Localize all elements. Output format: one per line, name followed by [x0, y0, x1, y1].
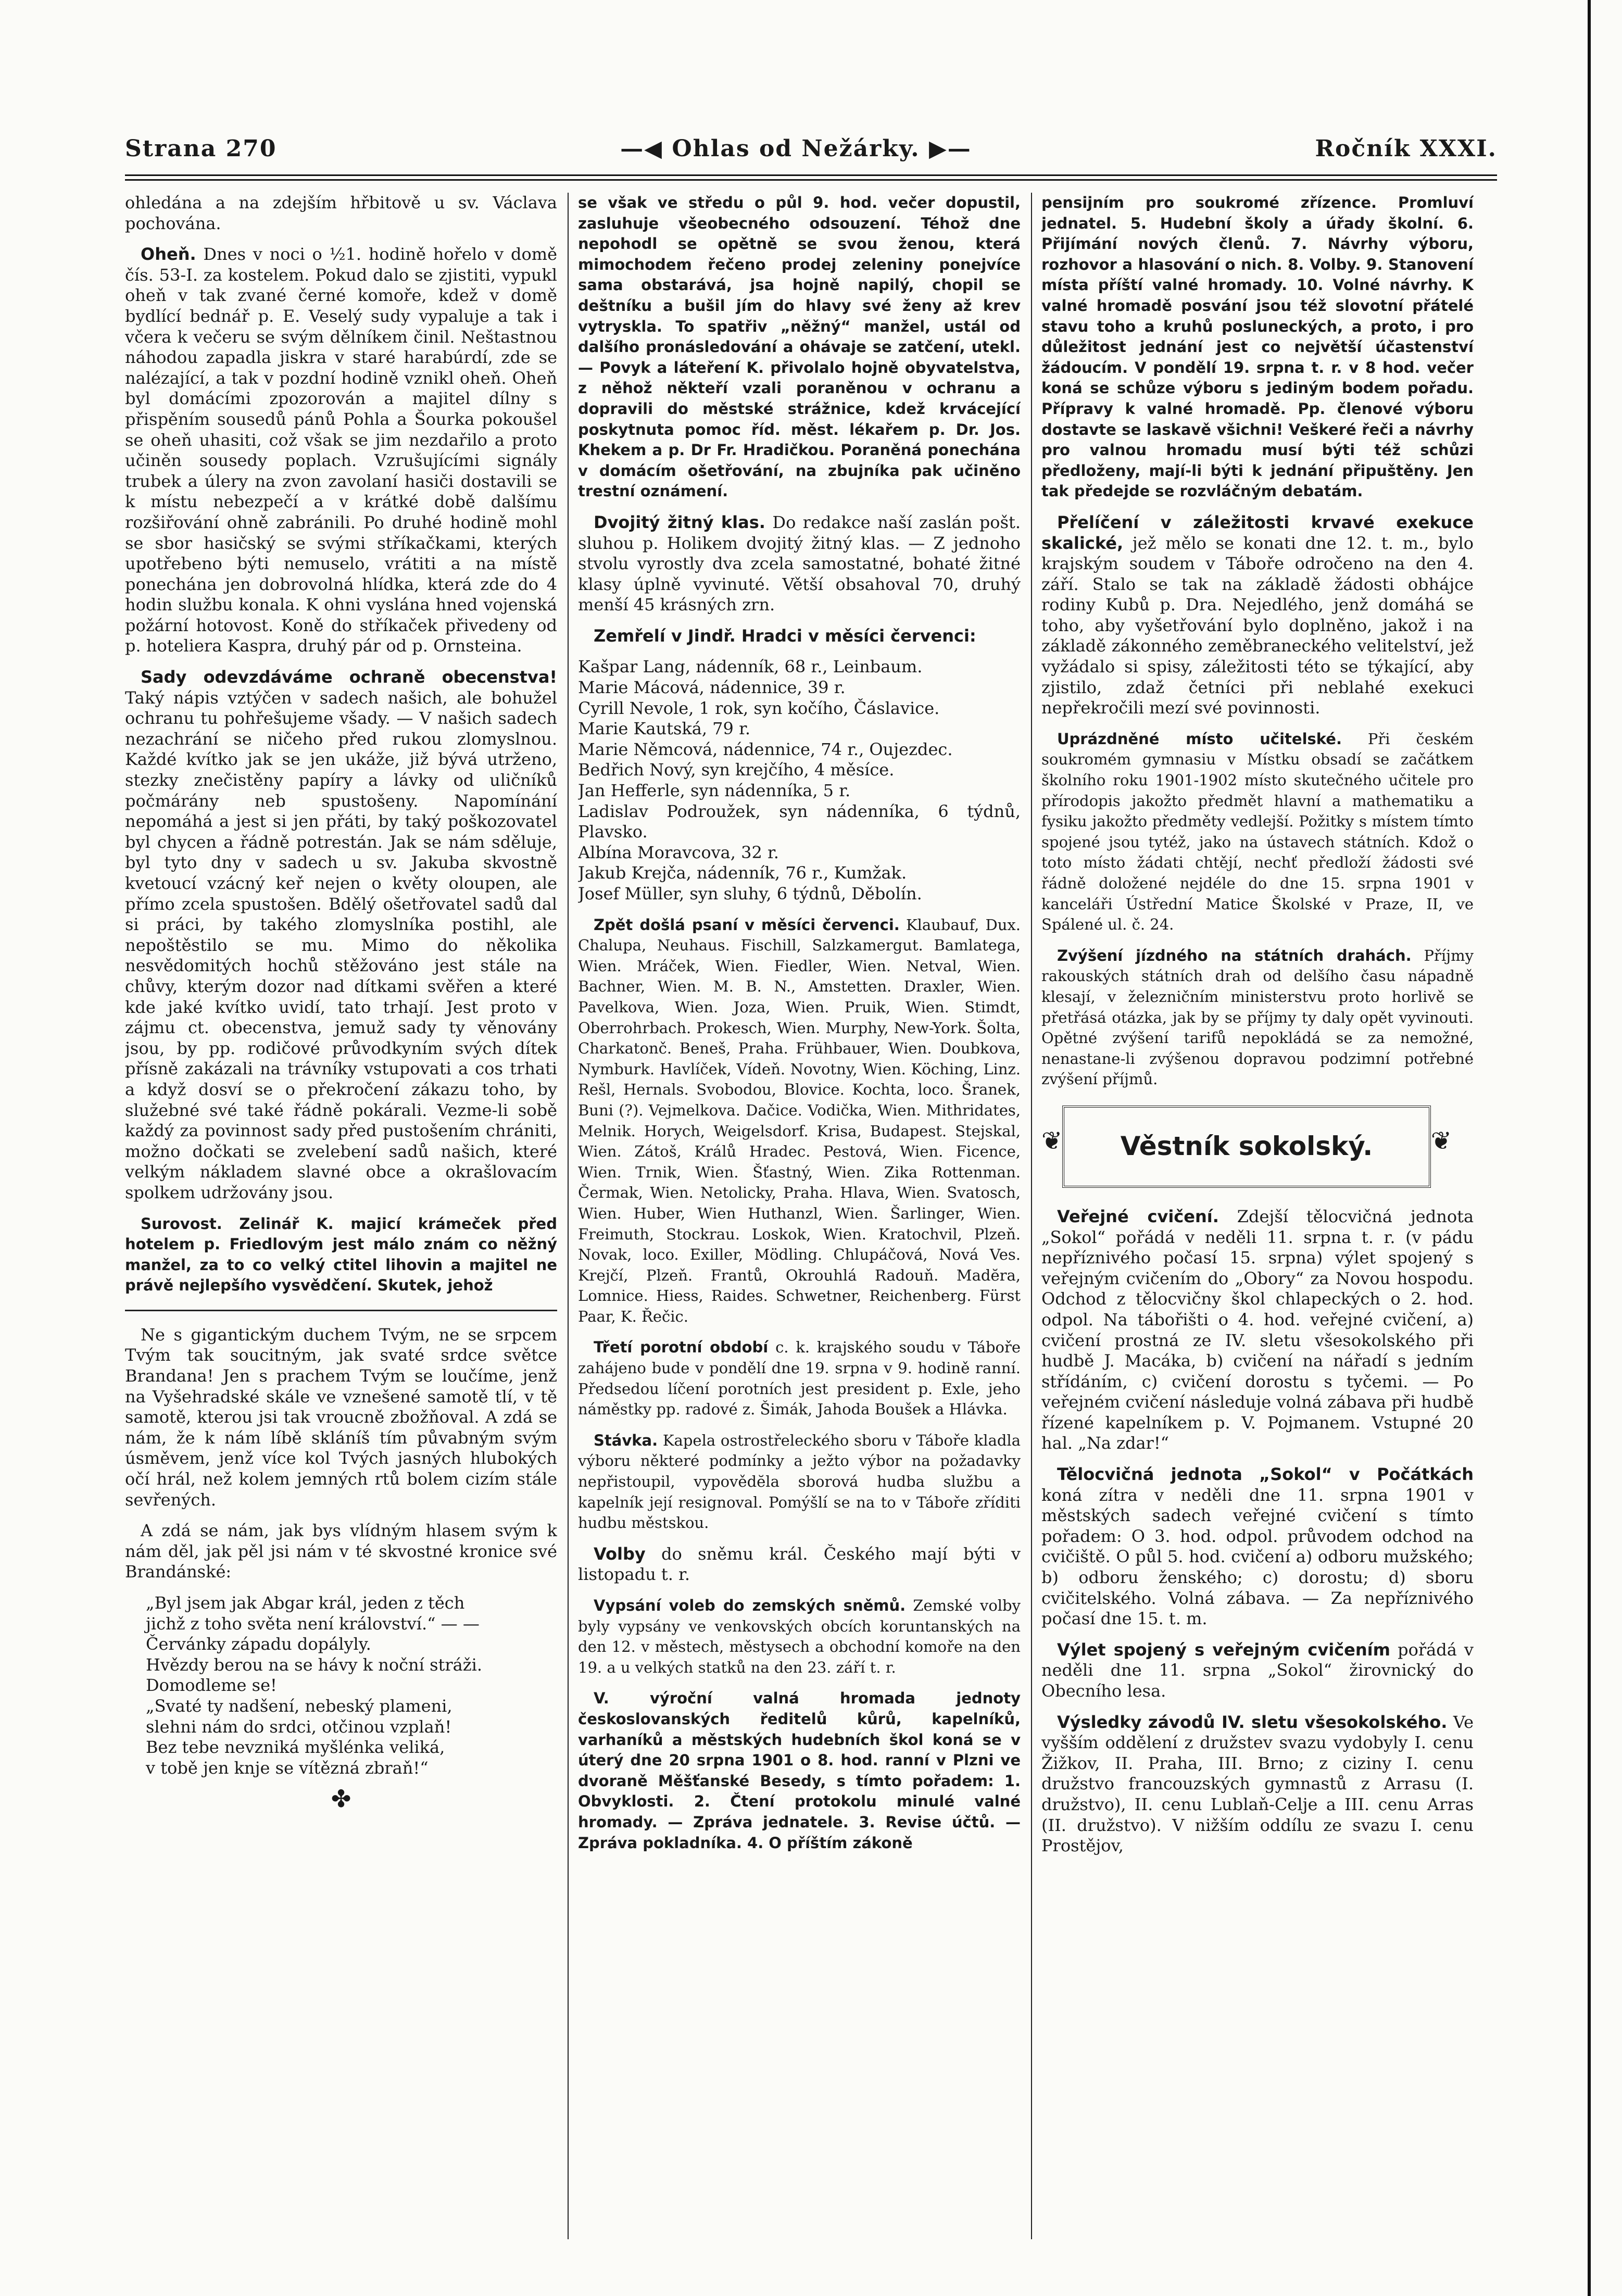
newspaper-name: Ohlas od Nežárky.	[672, 135, 920, 162]
article-zemske-volby	[578, 1596, 1021, 1678]
article-results	[1041, 1712, 1474, 1856]
ornament-icon: ✤	[331, 1785, 351, 1813]
article-teacher	[1041, 729, 1474, 935]
poem-line: „Byl jsem jak Abgar král, jeden z těch	[146, 1593, 465, 1613]
column-divider-2	[1031, 193, 1032, 2239]
article-heading: Výlet spojený s veřejným cvičením	[1057, 1639, 1390, 1660]
article-public-exercise	[1041, 1207, 1474, 1454]
article-rye	[578, 512, 1021, 616]
article-heading: Zvýšení jízdného na státních drahách.	[1057, 946, 1412, 964]
article-surovost	[125, 1214, 557, 1296]
article-heading: Dvojitý žitný klas.	[594, 512, 765, 532]
article-heading: Vypsání voleb do zemských sněmů.	[594, 1597, 906, 1614]
article-annual-meeting	[578, 1688, 1021, 1853]
article-trip	[1041, 1640, 1474, 1702]
feuilleton-paragraph: A zdá se nám, jak bys vlídným hlasem svým k nám děl, jak pěl jsi nám v té skvostné kronice své Brandánské:	[125, 1521, 557, 1582]
poem-line: Bez tebe nevzniká myšlénka veliká,	[146, 1737, 445, 1758]
article-heading: Zpět došlá psaní v měsíci červenci.	[594, 915, 900, 934]
article-continuation: pensijním pro soukromé zřízence. Promluví jednatel. 5. Hudební školy a úřady školní. 6. Přijímání nových členů. 7. Návrhy výboru, rozhovor a hlasování o nich. 8. Volby. 9. Stanovení místa příští valné hromady. 10. Volné návrhy. K valné hromadě posvání jsou též slovotní přátelé stavu toho a kruhů posluneckých, a proto, i pro důležitost jednání jest co největší účastenství žádoucím. V pondělí 19. srpna t. r. v 8 hod. večer koná se schůze výboru s jediným bodem pořadu. Přípravy k valné hromadě. Pp. členové výboru dostavte se laskavě všichni! Veškeré řeči a návrhy pro valnou hromadu musí býti též schůzi předloženy, mají-li býti k jednání připuštěny. Jen tak předejde se rozvláčným debatám.	[1041, 194, 1474, 500]
volume-number: Ročník XXXI.	[1315, 135, 1497, 162]
list-item: Kašpar Lang, nádenník, 68 r., Leinbaum.	[578, 657, 923, 677]
header-rule	[125, 174, 1497, 181]
article-text: Taký nápis vztýčen v sadech našich, ale bohužel ochranu tu pohřešujeme všady. — V našich sadech nezachrání se ničeho před rukou zlomyslnou. Každé kvítko jak se jen ukáže, již bývá utrženo, stezky znečistěny papíry a lávky od uličníků počmárány neb spustošeny. Napomínání nepomáhá a jest si jen přáti, by taký poškozovatel byl chycen a řádně potrestán. Jak se nám sděluje, byl tyto dny v sadech u sv. Jakuba skvostně kvetoucí vzácný keř nejen o květy oloupen, ale přímo zcela spustošen. Bdělý ošetřovatel sadů dal si práci, by takého zlomyslníka postihl, ale nepoštěstilo se mu. Mimo do několika nesvědomitých hochů stěžováno jest stále na chůvy, kterým dozor nad dítkami svěřen a které kde jaké kvítko uvidí, tato trhají. Jest proto v zájmu ct. obecenstva, jemuž sady ty věnovány jsou, by pp. rodičové průvodkyním svých dítek přísně zakázali na trávníky vstupovati a cos trhati a když dosví se o překročení zákazu toho, by služebné své také řádně pokárali. Vezme-li sobě každý za povinnost sady před pustošením chrániti, možno dočkati se zvelebení sadů našich, které velkým nákladem slavné obce a okrašlovacím spolkem udržovány jsou.	[125, 687, 557, 1202]
article-letters	[578, 915, 1021, 1327]
list-item: Marie Kautská, 79 r.	[578, 719, 751, 739]
article-elections	[578, 1544, 1021, 1585]
feuilleton-paragraph: Ne s gigantickým duchem Tvým, ne se srpcem Tvým tak soucitným, jak svaté srdce světce Brandana! Jen s prachem Tvým se loučíme, jenž na Vyšehradské skále ve vznešené samotě tlí, v tě samotě, kterou jsi tak vroucně zbožňoval. A zdá se nám, že k nám líbě skláníš tím půvabným svým úsměvem, jenž více kol Tvých jasných hlubokých očí hrál, než kolem jemných rtů bolem cizím stále sevřených.	[125, 1324, 557, 1510]
article-heading: Volby	[594, 1544, 646, 1564]
deaths-list	[578, 657, 1021, 904]
poem	[125, 1593, 557, 1778]
article-heading: Přelíčení v záležitosti krvavé exekuce skalické,	[1041, 512, 1474, 553]
article-heading: Sady odevzdáváme ochraně obecenstva!	[141, 667, 557, 687]
sokol-section-banner	[1062, 1106, 1431, 1188]
article-heading: Tělocvičná jednota „Sokol“ v Počátkách	[1057, 1464, 1474, 1485]
article-text: pořádá v neděli dne 11. srpna „Sokol“ žirovnický do Obecního lesa.	[1041, 1639, 1474, 1701]
list-item: Jan Hefferle, syn nádenníka, 5 r.	[578, 781, 851, 801]
list-item: Marie Němcová, nádennice, 74 r., Oujezdec.	[578, 739, 953, 759]
article-strike	[578, 1431, 1021, 1534]
poem-line: Domodleme se!	[146, 1675, 277, 1696]
page-number: Strana 270	[125, 135, 277, 162]
list-item: Cyrill Nevole, 1 rok, syn kočího, Čáslavice.	[578, 698, 940, 718]
article-text: Zelinář K. majicí krámeček před hotelem p. Friedlovým jest málo znám co něžný manžel, za to co velký ctitel lihovin a majitel ne právě nejlepšího vysvědčení. Skutek, jehož	[125, 1214, 557, 1295]
article-text: jež mělo se konati dne 12. t. m., bylo krajským soudem v Táboře odročeno na den 4. září. Stalo se tak na základě žádosti obhájce rodiny Kubů p. Dra. Nejedlého, jenž domáhá se toho, aby vyšetřování bylo doplněno, jakož i na základě zákonného zeměbraneckého velitelství, jež vyžádalo si spisy, záležitosti této se týkající, aby zjistilo, zdaž četníci při neblahé exekuci nepřekročili mezí své povinnosti.	[1041, 533, 1474, 718]
poem-line: Červánky západu dopályly.	[146, 1634, 371, 1654]
list-item: Albína Moravcova, 32 r.	[578, 842, 779, 862]
list-item: Marie Mácová, nádennice, 39 r.	[578, 677, 846, 698]
newspaper-title: —◀ Ohlas od Nežárky. ▶—	[620, 135, 972, 162]
article-court	[578, 1337, 1021, 1420]
article-trial	[1041, 512, 1474, 719]
article-heading: Surovost.	[141, 1214, 222, 1233]
article-heading: Oheň.	[141, 244, 196, 265]
poem-line: v tobě jen knje se vítězná zbraň!“	[146, 1758, 429, 1778]
article-text: Při českém soukromém gymnasiu v Místku obsadí se začátkem školního roku 1901-1902 místo skutečného učitele pro přírodopis jakožto předmět hlavní a mathematiku a fysiku jakožto předměty vedlejší. Požitky s místem tímto spojené jsou tytéž, jako na ústavech státních. Kdož o toto místo žádati chtějí, nechť předloží žádosti své řádně doložené nejdéle do dne 15. srpna 1901 v kanceláři Ústřední Matice Školské v Praze, II, ve Spálené ul. č. 24.	[1041, 730, 1474, 934]
article-text: Zdejší tělocvičná jednota „Sokol“ pořádá v neděli 11. srpna t. r. (v pádu nepříznivého počasí 15. srpna) výlet spojený s veřejným cvičením do „Obory“ za Novou hospodu. Odchod z tělocvičny škol chlapeckých o 2. hod. odpol. Na tábořišti o 4. hod. veřejné cvičení, a) cvičení prostná ze IV. sletu všesokolského při hudbě J. Macáka, b) cvičení na nářadí s jedním střídáním, c) cvičení dorostu s tyčemi. — Po veřejném cvičení následuje volná zábava při hudbě řízené kapelníkem p. V. Pojmanem. Vstupné 20 hal. „Na zdar!“	[1041, 1206, 1474, 1453]
section-rule	[125, 1310, 557, 1311]
list-item: Josef Müller, syn sluhy, 6 týdnů, Děbolín.	[578, 884, 922, 904]
poem-line: jichž z toho světa není království.“ — —	[146, 1613, 480, 1634]
list-item: Ladislav Podroužek, syn nádenníka, 6 týdnů, Plavsko.	[578, 801, 1021, 842]
article-pocatky	[1041, 1464, 1474, 1629]
list-item: Bedřich Nový, syn krejčího, 4 měsíce.	[578, 760, 895, 780]
article-text: Dnes v noci o ½1. hodině hořelo v domě čís. 53-I. za kostelem. Pokud dalo se zjistiti, vypukl oheň v tak zvané černé komoře, kdež v domě bydlící bednář p. E. Veselý sudy vypaluje a tak i včera k večeru se svým dělníkem činil. Neštastnou náhodou zapadla jiskra v staré harabúrdí, zde se nalézající, a tak v pozdní hodině vznikl oheň. Oheň byl domácími zpozorován a majitel dílny s přispěním sousedů pánů Pohla a Šourka pokoušel se oheň uhasiti, což však se jim nezdařilo a proto učiněn sousedy poplach. Vzrušujícími signály trubek a úlery na zvon zavolaní hasiči dostavili se k místu nebezpečí a v krátké době dalšímu rozšiřování ohně zabránili. Po druhé hodině mohl se sbor hasičský se svými stříkačkami, kterých upotřebeno býti nemuselo, vrátiti a na místě ponechána jen dobrovolná hlídka, která zde do 4 hodin službu konala. K ohni vyslána hned vojenská požární hotovost. Koně do stříkaček přivedeny od p. hoteliera Kaspra, druhý pár od p. Ornsteina.	[125, 244, 557, 656]
column-divider-1	[568, 193, 569, 2239]
article-text: jednoty českoslovanských ředitelů kůrů, kapelníků, varhaníků a městských hudebních škol koná se v úterý dne 20 srpna 1901 o 8. hod. ranní v Plzni ve dvoraně Měšťanské Besedy, s tímto pořadem: 1. Obvyklosti. 2. Čtení protokolu minulé valné hromady. — Zpráva jednatele. 3. Revise účtů. — Zpráva pokladníka. 4. O příštím zákoně	[578, 1689, 1021, 1852]
article-text: Kapela ostrostřeleckého sboru v Táboře kladla výboru některé podmínky a ježto výbor na požadavky nepřistoupil, vypovědĕla sborová hudba službu a kapelník její resignoval. Pomýšlí se na to v Táboře zříditi hudbu městskou.	[578, 1431, 1021, 1532]
column-3	[1041, 193, 1474, 2244]
column-2	[578, 193, 1021, 2244]
article-text: Příjmy rakouských státních drah od delšího času nápadně klesají, v železničním ministerstvu proto horlivě se přetřásá otázka, jak by se příjmy ty daly opět vyvinouti. Opětné zvýšení tarifů nepokládá se za nemožné, nenastane-li zvýšenou dopravou podzimní potřebné zvýšení příjmů.	[1041, 946, 1474, 1088]
poem-line: „Svaté ty nadšení, nebeský plameni,	[146, 1696, 452, 1716]
article-fire	[125, 244, 557, 657]
paragraph: ohledána a na zdejším hřbitově u sv. Václava pochována.	[125, 193, 557, 233]
page-header	[125, 130, 1497, 167]
article-text: do sněmu král. Českého mají býti v listopadu t. r.	[578, 1544, 1021, 1585]
article-heading: Veřejné cvičení.	[1057, 1206, 1219, 1226]
ornament-right-icon: ▶	[928, 135, 948, 162]
article-heading: Uprázdněné místo učitelské.	[1057, 730, 1342, 748]
article-heading: V. výroční valná hromada	[594, 1689, 915, 1708]
article-text: Zemské volby byly vypsány ve venkovských obcích koruntanských na den 12. v městech, městysech a obchodní komoře na den 19. a u velkých statků na den 23. září t. r.	[578, 1597, 1021, 1676]
poem-line: Hvězdy berou na se hávy k noční stráži.	[146, 1654, 482, 1675]
article-heading: Výsledky závodů IV. sletu všesokolského.	[1057, 1712, 1448, 1732]
article-heading: Třetí porotní období	[594, 1338, 769, 1357]
poem-line: slehni nám do srdci, otčinou vzplaň!	[146, 1716, 452, 1737]
list-item: Jakub Krejča, nádenník, 76 r., Kumžak.	[578, 863, 907, 883]
ornament-left-icon: ◀	[644, 135, 663, 162]
article-heading: Zemřelí v Jindř. Hradci v měsíci červenci:	[594, 625, 976, 646]
article-gardens	[125, 667, 557, 1203]
section-title: ❦ Věstník sokolský.	[1120, 1131, 1373, 1162]
article-heading: Stávka.	[594, 1431, 658, 1449]
article-text: koná zítra v neděli dne 11. srpna 1901 v městských sadech veřejné cvičení s tímto pořadem: O 3. hod. odpol. průvodem odchod na cvičiště. O půl 5. hod. cvičení a) odboru mužského; b) odboru ženského; c) dorostu; d) sboru cvičitelského. Volná zábava. — Za nepříznivého počasí dne 15. t. m.	[1041, 1485, 1474, 1629]
article-fare	[1041, 946, 1474, 1090]
article-text: Do redakce naší zaslán pošt. sluhou p. Holikem dvojitý žitný klas. — Z jednoho stvolu vyrostly dva zcela samostatné, bohaté žitné klasy úplně vyvinuté. Větší obsahoval 70, druhý menší 45 krásných zrn.	[578, 512, 1021, 615]
column-1	[125, 193, 557, 2244]
page-edge	[1588, 0, 1591, 2296]
article-continuation: se však ve středu o půl 9. hod. večer dopustil, zasluhuje všeobecného odsouzení. Téhož dne nepohodl se opětně se svou ženou, která mimochodem řečeno prodej zeleniny ponejvíce sama obstarává, jsa hojně napilý, chopil se deštníku a bušil jím do hlavy své ženy až krev vytryskla. To spatřiv „něžný“ manžel, ustál od dalšího pronásledování a ohávaje se zatčení, utekl. — Povyk a láteření K. přivolalo hojně obyvatelstva, z něhož někteří vzali poraněnou v ochranu a dopravili do městské strážnice, kdež krvácející poskytnuta pomoc říd. měst. lékařem p. Dr. Jos. Khekem a p. Dr Fr. Hradičkou. Poraněná ponechána v domácím ošetřování, na zbujníka pak učiněno trestní oznámení.	[578, 194, 1021, 500]
article-text: Klaubauf, Dux. Chalupa, Neuhaus. Fischill, Salzkamergut. Bamlatega, Wien. Mráček, Wien. Fiedler, Wien. Netval, Wien. Bachner, Wien. M. B. N., Amstetten. Draxler, Wien. Pavelkova, Wien. Joza, Wien. Pruik, Wien. Stimdt, Oberrohrbach. Prokesch, Wien. Murphy, New-York. Šolta, Charkatonč. Beneš, Praha. Frühbauer, Wien. Doubkova, Nymburk. Havlíček, Vídeň. Novotny, Wien. Köching, Linz. Rešl, Hernals. Svobodou, Blovice. Kochta, loco. Šranek, Buni (?). Vejmelkova. Dačice. Vodička, Wien. Mithridates, Melnik. Horych, Weigelsdorf. Krisa, Budapest. Stejskal, Wien. Zátoš, Králů Hradec. Pestová, Wien. Ficence, Wien. Trnik, Wien. Šťastný, Wien. Zika Rottenman. Čermak, Wien. Netolicky, Praha. Hlava, Wien. Svatosch, Wien. Huber, Wien Huthanzl, Wien. Šarlinger, Wien. Freimuth, Stockrau. Loskok, Wien. Kratochvil, Plzeň. Novak, loco. Exiller, Mödling. Chlupáčová, Nová Ves. Krejčí, Plzeň. Frantů, Okrouhlá Radouň. Madĕra, Lomnice. Hiess, Raides. Schwetner, Reichenberg. Fürst Paar, K. Řečic.	[578, 915, 1021, 1325]
article-text: Ve vyšším oddělení z družstev svazu vydobyly I. cenu Žižkov, II. Praha, III. Brno; z ciziny I. cenu družstvo francouzských gymnastů z Arrasu (I. družstvo), II. cenu Lublaň-Celje a III. cenu Arras (II. družstvo). V nižším oddílu ze svazu I. cenu Prostějov,	[1041, 1712, 1474, 1856]
article-text: c. k. krajského soudu v Táboře zahájeno bude v pondělí dne 19. srpna v 9. hodině ranní. Předsedou líčení porotních jest president p. Exle, jeho náměstky pp. radové z. Šimák, Jahoda Boušek a Hlávka.	[578, 1338, 1021, 1419]
